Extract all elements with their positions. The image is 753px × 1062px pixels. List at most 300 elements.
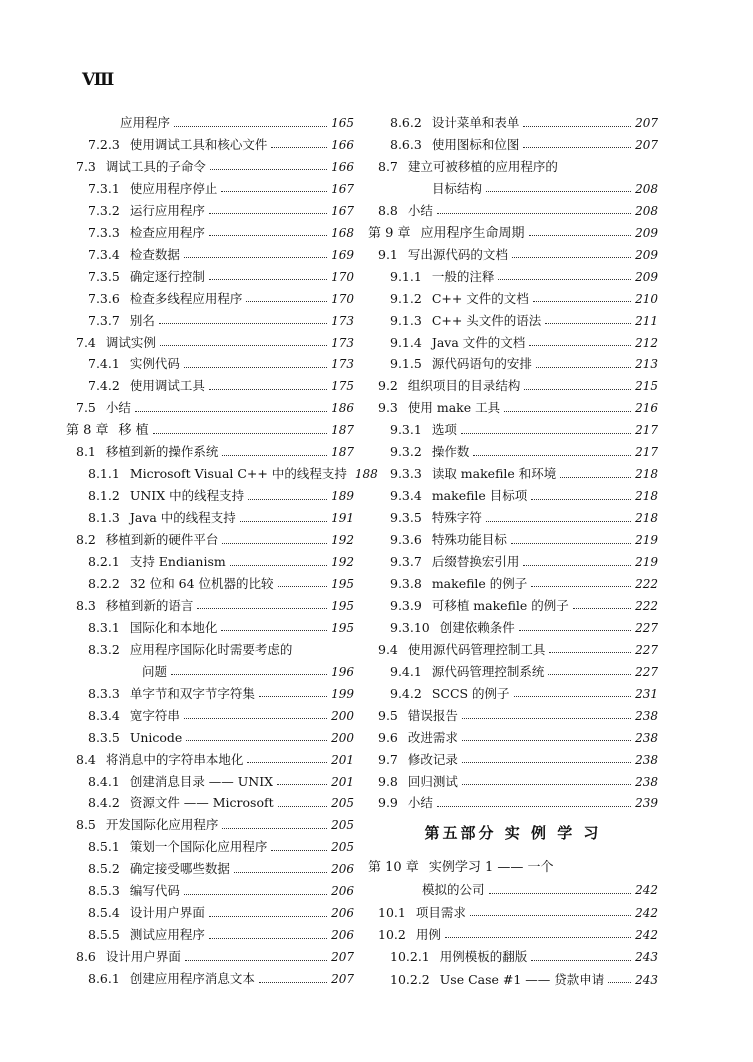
toc-leader-dots — [524, 389, 631, 390]
page-number: Ⅷ — [82, 70, 114, 90]
toc-leader-dots — [184, 894, 327, 895]
toc-entry[interactable] — [390, 684, 658, 704]
toc-entry[interactable] — [76, 815, 354, 835]
toc-entry-title: 组织项目的目录结构 — [407, 378, 521, 394]
toc-entry-number: 第 8 章 — [66, 423, 109, 439]
toc-entry-title: 设计用户界面 — [129, 905, 205, 921]
toc-entry-page: 200 — [331, 730, 354, 745]
toc-entry-page: 187 — [331, 423, 354, 438]
toc-leader-dots — [473, 455, 631, 456]
toc-entry[interactable] — [390, 530, 658, 550]
toc-entry[interactable] — [88, 618, 354, 638]
toc-leader-dots — [608, 982, 631, 983]
toc-entry[interactable] — [88, 837, 354, 857]
toc-entry-title: 实例代码 — [129, 356, 180, 372]
toc-leader-dots — [512, 257, 631, 258]
toc-entry-number: 8.5.1 — [88, 839, 120, 855]
toc-leader-dots — [171, 674, 327, 675]
toc-entry-page: 242 — [635, 905, 658, 920]
toc-entry-page: 207 — [635, 116, 658, 130]
toc-entry-page: 208 — [635, 203, 658, 218]
toc-entry-number: 第 10 章 — [368, 860, 419, 875]
toc-entry[interactable] — [88, 135, 354, 155]
toc-entry-number: 8.1.3 — [88, 510, 120, 526]
toc-entry-title: 资源文件 —— Microsoft — [129, 795, 274, 811]
toc-entry-page: 238 — [635, 752, 658, 767]
toc-leader-dots — [271, 850, 327, 851]
toc-entry[interactable] — [88, 684, 354, 704]
toc-entry[interactable] — [378, 201, 658, 221]
toc-entry-page: 212 — [635, 335, 658, 350]
toc-entry-number: 9.5 — [378, 707, 398, 723]
toc-leader-dots — [259, 982, 327, 983]
toc-entry[interactable] — [378, 793, 658, 813]
toc-entry-title: 特殊功能目标 — [431, 532, 507, 548]
toc-entry-number: 9.1.3 — [390, 312, 422, 328]
toc-entry[interactable] — [76, 750, 354, 770]
toc-entry-title: 后缀替换宏引用 — [431, 554, 520, 569]
toc-leader-dots — [184, 257, 327, 258]
toc-entry-number: 8.2.2 — [88, 575, 120, 591]
toc-entry[interactable] — [390, 970, 658, 990]
toc-entry[interactable] — [390, 442, 658, 462]
toc-leader-dots — [221, 630, 327, 631]
toc-entry[interactable] — [390, 267, 658, 287]
toc-leader-dots — [486, 191, 631, 192]
toc-entry-page: 206 — [331, 862, 354, 877]
toc-leader-dots — [514, 696, 632, 697]
toc-leader-dots — [511, 543, 631, 544]
toc-entry-page: 195 — [331, 620, 354, 635]
toc-entry-number: 8.5.4 — [88, 905, 120, 921]
toc-entry-number: 8.7 — [378, 158, 398, 174]
toc-entry-title: Java 文件的文档 — [431, 334, 526, 350]
toc-entry[interactable] — [390, 508, 658, 528]
toc-entry-page: 205 — [331, 796, 354, 811]
toc-entry-page: 191 — [331, 511, 354, 526]
toc-entry-page: 231 — [635, 686, 658, 701]
toc-entry[interactable] — [88, 793, 354, 813]
toc-entry-number: 8.3.2 — [88, 641, 120, 657]
toc-entry-page: 205 — [331, 840, 354, 855]
toc-entry[interactable] — [88, 464, 378, 484]
toc-leader-dots — [462, 740, 631, 741]
toc-entry[interactable] — [88, 354, 354, 374]
toc-entry-title: 源代码语句的安排 — [431, 356, 532, 372]
toc-entry-page: 217 — [635, 423, 658, 438]
toc-leader-dots — [222, 543, 327, 544]
toc-entry[interactable] — [88, 574, 354, 594]
toc-entry[interactable] — [378, 772, 658, 792]
toc-entry[interactable] — [88, 201, 354, 221]
toc-entry-title: Microsoft Visual C++ 中的线程支持 — [129, 466, 347, 482]
toc-entry-number: 7.4.2 — [88, 378, 120, 394]
toc-entry-title: 项目需求 — [415, 904, 466, 920]
toc-entry[interactable] — [390, 135, 658, 155]
toc-entry-number: 7.4 — [76, 334, 96, 350]
toc-entry-page: 213 — [635, 357, 658, 372]
toc-entry-title: makefile 目标项 — [431, 488, 528, 504]
toc-entry[interactable] — [378, 245, 658, 265]
toc-entry-number: 7.3.4 — [88, 246, 120, 262]
toc-entry-title: 操作数 — [431, 444, 470, 460]
toc-entry[interactable] — [378, 706, 658, 726]
toc-entry-title: 写出源代码的文档 — [407, 246, 508, 262]
toc-entry-title: 可移植 makefile 的例子 — [431, 597, 569, 613]
toc-entry[interactable] — [378, 640, 658, 660]
toc-leader-dots — [531, 499, 631, 500]
toc-leader-dots — [529, 235, 632, 236]
toc-entry-page: 186 — [331, 401, 354, 416]
toc-entry-page: 238 — [635, 730, 658, 745]
toc-entry-title: makefile 的例子 — [431, 575, 528, 591]
toc-entry[interactable] — [378, 398, 658, 418]
toc-entry-title: 调试工具的子命令 — [105, 158, 206, 174]
toc-entry-page: 227 — [635, 664, 658, 679]
toc-entry-title: 使用源代码管理控制工具 — [407, 641, 546, 657]
toc-entry-title: 宽字符串 — [129, 707, 180, 723]
toc-leader-dots — [470, 915, 631, 916]
toc-entry[interactable] — [88, 245, 354, 265]
toc-leader-dots — [246, 301, 327, 302]
toc-leader-dots — [462, 784, 631, 785]
toc-entry[interactable] — [390, 464, 658, 484]
toc-entry-page: 166 — [331, 137, 354, 152]
toc-leader-dots — [222, 455, 327, 456]
toc-entry-number: 8.3.3 — [88, 685, 120, 701]
toc-entry[interactable] — [88, 728, 354, 748]
toc-leader-dots — [278, 806, 327, 807]
toc-entry-number: 8.5.2 — [88, 861, 120, 877]
toc-entry[interactable] — [142, 662, 354, 682]
toc-entry-page: 216 — [635, 401, 658, 416]
toc-entry[interactable] — [378, 728, 658, 748]
toc-entry-page: 208 — [635, 181, 658, 196]
toc-entry-number: 9.4.1 — [390, 663, 422, 679]
toc-leader-dots — [240, 521, 327, 522]
toc-entry[interactable] — [88, 552, 354, 572]
toc-leader-dots — [573, 608, 631, 609]
toc-entry[interactable] — [378, 903, 658, 923]
toc-leader-dots — [462, 718, 631, 719]
toc-entry[interactable] — [390, 947, 658, 967]
toc-entry[interactable] — [378, 925, 658, 945]
toc-entry[interactable] — [390, 333, 658, 353]
toc-entry-title: 小结 — [407, 202, 433, 218]
toc-entry[interactable] — [390, 420, 658, 440]
toc-leader-dots — [548, 674, 631, 675]
toc-leader-dots — [209, 389, 327, 390]
toc-entry-number: 10.2.1 — [390, 949, 430, 965]
toc-entry-title: 别名 — [129, 312, 155, 328]
toc-entry-page: 211 — [635, 313, 658, 328]
toc-entry-number: 7.3 — [76, 158, 96, 174]
toc-entry-page: 238 — [635, 774, 658, 789]
toc-leader-dots — [531, 586, 631, 587]
toc-entry-page: 209 — [635, 247, 658, 262]
toc-entry[interactable] — [88, 772, 354, 792]
toc-entry-number: 8.3.5 — [88, 729, 120, 745]
toc-entry-title: 使应用程序停止 — [129, 180, 218, 196]
toc-leader-dots — [519, 630, 631, 631]
toc-leader-dots — [248, 499, 327, 500]
toc-entry-number: 7.3.1 — [88, 180, 120, 196]
toc-entry-page: 209 — [635, 269, 658, 284]
toc-entry-title: 确定逐行控制 — [129, 268, 205, 284]
toc-entry-number: 9.6 — [378, 729, 398, 745]
toc-entry-title: 使用图标和位图 — [431, 136, 520, 152]
toc-entry-page: 219 — [635, 555, 658, 569]
toc-entry-title: 策划一个国际化应用程序 — [129, 839, 268, 855]
toc-entry-page: 187 — [331, 445, 354, 460]
toc-entry-page: 206 — [331, 928, 354, 943]
toc-entry[interactable] — [88, 859, 354, 879]
toc-entry[interactable] — [120, 113, 354, 133]
toc-leader-dots — [184, 718, 327, 719]
toc-entry-page: 189 — [331, 489, 354, 504]
toc-entry[interactable] — [76, 442, 354, 462]
toc-entry-title: 调试实例 — [105, 334, 156, 350]
toc-entry[interactable] — [88, 289, 354, 309]
toc-leader-dots — [153, 433, 327, 434]
toc-entry[interactable] — [390, 113, 658, 133]
toc-entry[interactable] — [390, 289, 658, 309]
toc-leader-dots — [523, 126, 631, 127]
toc-leader-dots — [523, 147, 631, 148]
toc-entry-title: 移植到新的语言 — [105, 597, 194, 613]
toc-entry-page: 206 — [331, 906, 354, 921]
toc-entry[interactable] — [88, 179, 354, 199]
toc-entry-number: 9.4.2 — [390, 685, 422, 701]
toc-entry-page: 188 — [354, 467, 378, 482]
toc-entry-title: 特殊字符 — [431, 510, 482, 526]
toc-entry-title: 测试应用程序 — [129, 927, 205, 943]
toc-entry-number: 8.1.1 — [88, 466, 120, 482]
toc-entry[interactable] — [76, 333, 354, 353]
toc-entry-number: 9.9 — [378, 795, 398, 811]
toc-entry-number: 9.7 — [378, 751, 398, 767]
toc-entry-page: 207 — [331, 950, 354, 965]
toc-entry[interactable] — [76, 157, 354, 177]
toc-entry-number: 8.5 — [76, 817, 96, 833]
toc-entry[interactable] — [76, 596, 354, 616]
toc-entry-number: 10.2.2 — [390, 971, 430, 987]
toc-leader-dots — [560, 477, 631, 478]
toc-entry-title: 读取 makefile 和环境 — [431, 466, 557, 482]
toc-entry-page: 206 — [331, 884, 354, 899]
toc-entry[interactable] — [88, 969, 354, 989]
toc-entry-title: 建立可被移植的应用程序的 — [407, 158, 558, 174]
toc-entry-number: 7.3.6 — [88, 290, 120, 306]
toc-entry-page: 201 — [331, 774, 354, 789]
toc-leader-dots — [209, 213, 327, 214]
toc-entry-number: 8.6.3 — [390, 136, 422, 152]
toc-leader-dots — [174, 126, 327, 127]
toc-entry-title: 回归测试 — [407, 773, 458, 789]
toc-entry[interactable] — [88, 267, 354, 287]
toc-entry-page: 169 — [331, 247, 354, 262]
toc-entry-title: Java 中的线程支持 — [129, 510, 236, 526]
toc-leader-dots — [210, 169, 327, 170]
toc-entry-title: 设计菜单和表单 — [431, 115, 520, 130]
toc-leader-dots — [437, 806, 631, 807]
toc-entry[interactable] — [378, 750, 658, 770]
toc-entry[interactable] — [88, 640, 354, 660]
toc-entry[interactable] — [432, 179, 658, 199]
toc-entry[interactable] — [390, 486, 658, 506]
toc-leader-dots — [533, 301, 631, 302]
toc-entry[interactable] — [390, 311, 658, 331]
toc-entry-page: 227 — [635, 642, 658, 657]
toc-entry-number: 8.1.2 — [88, 488, 120, 504]
toc-leader-dots — [529, 345, 631, 346]
toc-entry-number: 9.3.9 — [390, 597, 422, 613]
toc-entry-number: 9.3.6 — [390, 532, 422, 548]
toc-entry-number: 9.3.2 — [390, 444, 422, 460]
toc-entry[interactable] — [378, 376, 658, 396]
toc-entry-title: 检查应用程序 — [129, 224, 205, 240]
toc-entry-page: 173 — [331, 357, 354, 372]
toc-entry[interactable] — [378, 157, 658, 177]
toc-entry[interactable] — [390, 574, 658, 594]
toc-entry-title: 目标结构 — [432, 180, 483, 196]
toc-entry-title: 一般的注释 — [431, 268, 495, 284]
toc-leader-dots — [437, 213, 631, 214]
toc-entry-title: 运行应用程序 — [129, 202, 205, 218]
toc-leader-dots — [160, 345, 327, 346]
toc-entry[interactable] — [88, 508, 354, 528]
toc-leader-dots — [498, 279, 631, 280]
toc-entry-page: 196 — [331, 664, 354, 679]
toc-entry[interactable] — [390, 552, 658, 572]
toc-leader-dots — [209, 916, 327, 917]
toc-entry-number: 8.5.3 — [88, 883, 120, 899]
toc-entry-number: 7.2.3 — [88, 136, 120, 152]
toc-entry-number: 9.3.10 — [390, 619, 430, 635]
toc-entry-number: 8.4.2 — [88, 795, 120, 811]
toc-entry-page: 195 — [331, 598, 354, 613]
toc-entry-number: 8.6.1 — [88, 971, 120, 987]
toc-entry-page: 218 — [635, 489, 658, 504]
toc-entry-number: 8.3.1 — [88, 619, 120, 635]
toc-entry[interactable] — [76, 947, 354, 967]
toc-leader-dots — [221, 191, 327, 192]
toc-entry-page: 192 — [331, 533, 354, 548]
toc-entry-title: Unicode — [129, 729, 183, 745]
toc-entry[interactable] — [88, 376, 354, 396]
toc-entry-number: 9.1.4 — [390, 334, 422, 350]
toc-entry-number: 9.8 — [378, 773, 398, 789]
part-heading: 第五部分 实 例 学 习 — [424, 824, 602, 842]
toc-leader-dots — [531, 960, 631, 961]
toc-entry-title: 选项 — [431, 422, 457, 438]
toc-leader-dots — [277, 784, 327, 785]
toc-entry-number: 8.4.1 — [88, 773, 120, 789]
toc-entry[interactable] — [88, 223, 354, 243]
toc-entry-page: 243 — [635, 950, 658, 965]
toc-entry-page: 209 — [635, 225, 658, 240]
toc-entry-number: 9.3 — [378, 400, 398, 416]
toc-entry-title: 实例学习 1 —— 一个 — [428, 860, 554, 875]
toc-entry-page: 173 — [331, 335, 354, 350]
toc-leader-dots — [184, 367, 327, 368]
toc-entry-title: 使用调试工具 — [129, 378, 205, 394]
toc-entry[interactable] — [88, 706, 354, 726]
toc-leader-dots — [230, 565, 327, 566]
toc-entry-title: 创建依赖条件 — [439, 619, 515, 635]
toc-entry-page: 167 — [331, 203, 354, 218]
toc-entry[interactable] — [66, 420, 354, 440]
toc-entry-number: 9.3.7 — [390, 554, 422, 569]
toc-entry-page: 207 — [635, 137, 658, 152]
toc-entry-page: 227 — [635, 620, 658, 635]
toc-entry[interactable] — [368, 858, 658, 878]
toc-leader-dots — [185, 960, 327, 961]
toc-leader-dots — [278, 586, 328, 587]
toc-entry[interactable] — [390, 354, 658, 374]
toc-entry-number: 8.3 — [76, 597, 96, 613]
toc-entry[interactable] — [88, 486, 354, 506]
toc-entry[interactable] — [88, 881, 354, 901]
toc-entry[interactable] — [88, 925, 354, 945]
toc-entry-number: 9.3.5 — [390, 510, 422, 526]
toc-entry-page: 219 — [635, 533, 658, 548]
toc-entry-number: 10.2 — [378, 926, 406, 942]
toc-leader-dots — [159, 323, 327, 324]
toc-leader-dots — [489, 893, 632, 894]
toc-entry-page: 217 — [635, 445, 658, 460]
toc-leader-dots — [209, 938, 327, 939]
toc-entry-page: 243 — [635, 972, 658, 987]
toc-entry-number: 8.8 — [378, 202, 398, 218]
toc-entry[interactable] — [76, 398, 354, 418]
toc-entry[interactable] — [88, 311, 354, 331]
toc-entry-title: 应用程序国际化时需要考虑的 — [129, 641, 293, 657]
toc-entry[interactable] — [368, 223, 658, 243]
toc-entry-title: 国际化和本地化 — [129, 619, 218, 635]
toc-leader-dots — [271, 147, 327, 148]
toc-entry-page: 239 — [635, 796, 658, 811]
toc-entry-number: 7.3.2 — [88, 202, 120, 218]
toc-entry-number: 8.2 — [76, 532, 96, 548]
toc-entry-title: 将消息中的字符串本地化 — [105, 751, 244, 767]
toc-entry-number: 8.3.4 — [88, 707, 120, 723]
toc-leader-dots — [197, 608, 327, 609]
toc-entry-title: UNIX 中的线程支持 — [129, 488, 245, 504]
toc-entry-title: 32 位和 64 位机器的比较 — [129, 575, 274, 591]
toc-entry-title: 错误报告 — [407, 707, 458, 723]
toc-entry[interactable] — [76, 530, 354, 550]
toc-entry-number: 8.1 — [76, 444, 96, 460]
toc-entry-title: 检查数据 — [129, 246, 180, 262]
toc-entry-title: 确定接受哪些数据 — [129, 861, 230, 877]
toc-entry[interactable] — [390, 618, 658, 638]
toc-entry[interactable] — [422, 880, 658, 900]
toc-entry-page: 195 — [331, 576, 354, 591]
toc-leader-dots — [523, 565, 631, 566]
toc-entry[interactable] — [390, 662, 658, 682]
toc-entry-page: 173 — [331, 313, 354, 328]
toc-entry-number: 9.4 — [378, 641, 398, 657]
toc-entry-page: 238 — [635, 708, 658, 723]
toc-entry-title: 应用程序生命周期 — [420, 225, 525, 241]
toc-entry-title: C++ 头文件的语法 — [431, 312, 542, 328]
toc-entry[interactable] — [88, 903, 354, 923]
toc-entry-number: 10.1 — [378, 904, 406, 920]
toc-entry-number: 8.2.1 — [88, 554, 120, 569]
toc-entry-title: 改进需求 — [407, 729, 458, 745]
toc-entry[interactable] — [390, 596, 658, 616]
